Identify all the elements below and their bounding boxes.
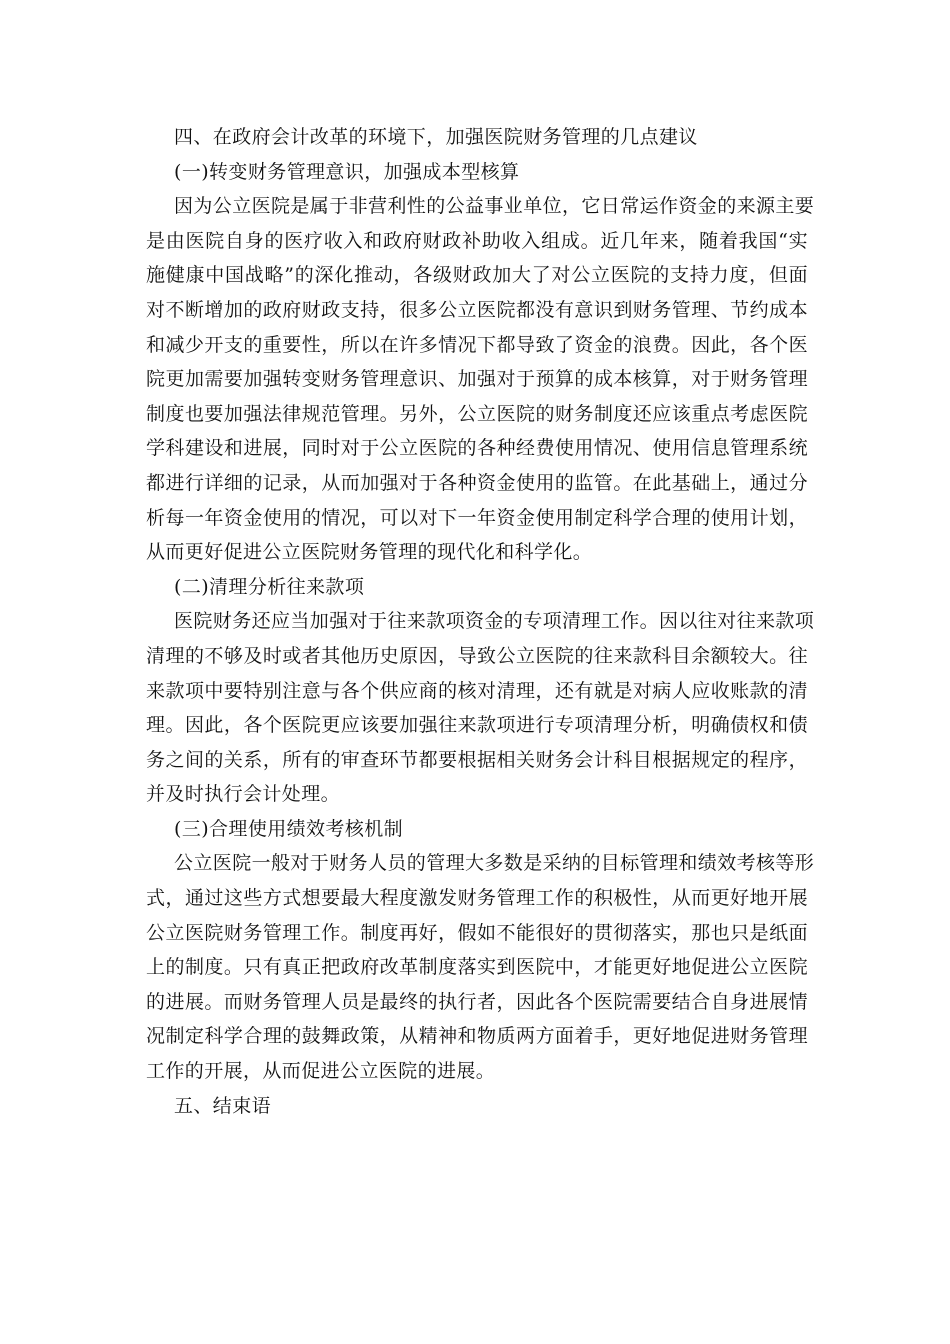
paragraph-line: 从而更好促进公立医院财务管理的现代化和科学化。 bbox=[146, 541, 593, 564]
paragraph-line: 工作的开展，从而促进公立医院的进展。 bbox=[146, 1060, 496, 1083]
paragraph-line: 因为公立医院是属于非营利性的公益事业单位，它日常运作资金的来源主要 bbox=[174, 195, 815, 218]
paragraph-line: 上的制度。只有真正把政府改革制度落实到医院中，才能更好地促进公立医院 bbox=[146, 956, 808, 979]
paragraph-line: 来款项中要特别注意与各个供应商的核对清理，还有就是对病人应收账款的清 bbox=[146, 679, 808, 702]
section-heading-4: 四、在政府会计改革的环境下，加强医院财务管理的几点建议 bbox=[174, 126, 698, 148]
paragraph-line: 析每一年资金使用的情况，可以对下一年资金使用制定科学合理的使用计划， bbox=[146, 506, 808, 529]
subsection-title-2: (二)清理分析往来款项 bbox=[174, 575, 365, 598]
paragraph-line: 公立医院一般对于财务人员的管理大多数是采纳的目标管理和绩效考核等形 bbox=[174, 852, 815, 875]
subsection-title-1: (一)转变财务管理意识，加强成本型核算 bbox=[174, 160, 520, 183]
subsection-title-3: (三)合理使用绩效考核机制 bbox=[174, 817, 404, 840]
paragraph-line: 务之间的关系，所有的审查环节都要根据相关财务会计科目根据规定的程序， bbox=[146, 748, 808, 771]
paragraph-line: 清理的不够及时或者其他历史原因，导致公立医院的往来款科目余额较大。往 bbox=[146, 644, 808, 667]
paragraph-line: 施健康中国战略”的深化推动，各级财政加大了对公立医院的支持力度，但面 bbox=[146, 264, 808, 287]
paragraph-line: 并及时执行会计处理。 bbox=[146, 783, 341, 806]
section-heading-5: 五、结束语 bbox=[174, 1094, 272, 1117]
paragraph-line: 的进展。而财务管理人员是最终的执行者，因此各个医院需要结合自身进展情 bbox=[146, 990, 808, 1013]
paragraph-line: 和减少开支的重要性，所以在许多情况下都导致了资金的浪费。因此，各个医 bbox=[146, 333, 808, 356]
paragraph-line: 制度也要加强法律规范管理。另外，公立医院的财务制度还应该重点考虑医院 bbox=[146, 402, 808, 425]
paragraph-line: 都进行详细的记录，从而加强对于各种资金使用的监管。在此基础上，通过分 bbox=[146, 471, 808, 494]
paragraph-line: 理。因此，各个医院更应该要加强往来款项进行专项清理分析，明确债权和债 bbox=[146, 714, 808, 737]
paragraph-line: 是由医院自身的医疗收入和政府财政补助收入组成。近几年来，随着我国“实 bbox=[146, 229, 808, 252]
paragraph-line: 公立医院财务管理工作。制度再好，假如不能很好的贯彻落实，那也只是纸面 bbox=[146, 921, 808, 944]
paragraph-line: 院更加需要加强转变财务管理意识、加强对于预算的成本核算，对于财务管理 bbox=[146, 368, 808, 391]
paragraph-line: 学科建设和进展，同时对于公立医院的各种经费使用情况、使用信息管理系统 bbox=[146, 437, 808, 460]
paragraph-line: 式，通过这些方式想要最大程度激发财务管理工作的积极性，从而更好地开展 bbox=[146, 887, 808, 910]
paragraph-line: 对不断增加的政府财政支持，很多公立医院都没有意识到财务管理、节约成本 bbox=[146, 298, 808, 321]
document-page bbox=[146, 120, 815, 1123]
paragraph-line: 医院财务还应当加强对于往来款项资金的专项清理工作。因以往对往来款项 bbox=[174, 610, 815, 633]
paragraph-line: 况制定科学合理的鼓舞政策，从精神和物质两方面着手，更好地促进财务管理 bbox=[146, 1025, 808, 1048]
